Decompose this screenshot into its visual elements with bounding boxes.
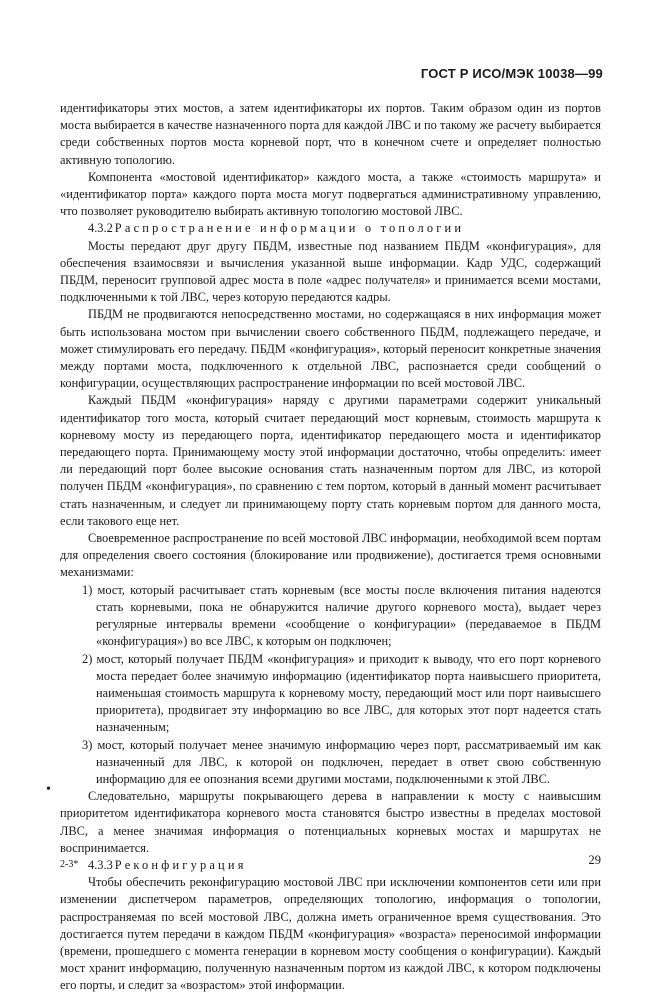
document-body xyxy=(60,100,601,995)
list-item: 2) мост, который получает ПБДМ «конфигурация» и приходит к выводу, что его порт корневого моста передает более значимую информацию (идентификатор порта наивысшего приоритета, наименьшая стоимость маршрута к корневому мосту, передающий мост или порт наивысшего приоритета), продвигает эту информацию во все ЛВС, для которых этот порт надеется стать назначенным; xyxy=(82,651,601,735)
section-heading-4-3-3 xyxy=(60,857,601,874)
paragraph: идентификаторы этих мостов, а затем идентификаторы их портов. Таким образом один из портов моста выбирается в качестве назначенного порта для каждой ЛВС и по такому же расчету выбирается среди собственных портов моста корневой порт, что в конечном счете и определяет полностью активную топологию. xyxy=(60,101,601,167)
section-number: 4.3.3 xyxy=(88,857,113,872)
section-title: Реконфигурация xyxy=(114,857,247,872)
paragraph: Чтобы обеспечить реконфигурацию мостовой ЛВС при исключении компонентов сети или при изменении диспетчером параметров, определяющих топологию, информация о топологии, распространяемая по всей мостовой ЛВС, должна иметь ограниченное время существования. Это достигается путем передачи в каждом ПБДМ «конфигурация» «возраста» переносимой информации (времени, прошедшего с момента генерации в корневом мосту сообщения о конфигурации). Каждый мост хранит информацию, полученную назначенным портом из каждой ЛВС, к котором подключены его порты, и следит за «возрастом» этой информации. xyxy=(60,875,601,993)
paragraph: Своевременное распространение по всей мостовой ЛВС информации, необходимой всем портам для определения своего состояния (блокирование или продвижение), достигается тремя основными механизмами: xyxy=(60,531,601,580)
section-heading-4-3-2 xyxy=(60,220,601,237)
section-title: Распространение информации о топологии xyxy=(114,221,465,236)
section-number: 4.3.2 xyxy=(88,221,113,236)
paragraph: Компонента «мостовой идентификатор» каждого моста, а также «стоимость маршрута» и «идентификатор порта» каждого порта моста могут подвергаться административному управлению, что позволяет руководителю выбирать активную топологию мостовой ЛВС. xyxy=(60,169,601,219)
paragraph: Каждый ПБДМ «конфигурация» наряду с другими параметрами содержит уникальный идентификатор того моста, который считает передающий мост корневым, стоимость маршрута к корневому мосту из передающего порта, идентификатор передающего моста и идентификатор передающего порта. Принимающему мосту этой информации достаточно, чтобы определить: имеет ли передающий порт более высокие основания стать назначенным портом для ЛВС, из которой получен ПБДМ «конфигурация», по сравнению с тем портом, который в данный момент расчитывает стать назначенным, и следует ли принимающему порту стать корневым портом для данного моста, если такового еще нет. xyxy=(60,393,601,528)
list-item: 3) мост, который получает менее значимую информацию через порт, рассматриваемый им как назначенный для ЛВС, к которой он подключен, передает в ответ свою собственную информацию для ее опознания всеми другими мостами, подключенными к этой ЛВС. xyxy=(82,737,601,786)
paragraph: Мосты передают друг другу ПБДМ, известные под названием ПБДМ «конфигурация», для обеспечения взаимосвязи и вычисления указанной выше информации. Кадр УДС, содержащий ПБДМ, переносит групповой адрес моста в поле «адрес получателя» и принимается всеми мостами, подключенными к той ЛВС, через которую передаются кадры. xyxy=(60,238,601,305)
paragraph: Следовательно, маршруты покрывающего дерева в направлении к мосту с наивысшим приоритетом идентификатора корневого моста становятся быстро известны в пределах мостовой ЛВС, а менее значимая информация о потенциальных корневых мостах и маршрутах не воспринимается. xyxy=(60,789,601,855)
paragraph: ПБДМ не продвигаются непосредственно мостами, но содержащаяся в них информация может быть использована мостом при вычислении своего собственного ПБДМ, подлежащего передаче, и может стимулировать его передачу. ПБДМ «конфигурация», который переносит конкретные значения между портами моста, подключенного к отдельной ЛВС, распознается среди сообщений о конфигурации, осуществляющих распространение информации по всей мостовой ЛВС. xyxy=(60,307,601,391)
list-item: 1) мост, который расчитывает стать корневым (все мосты после включения питания надеются стать корневыми, пока не обнаружится наличие другого корневого моста), выдает через регулярные интервалы времени «сообщение о конфигурации» (передаваемое в ПБДМ «конфигурация») во все ЛВС, к которым он подключен; xyxy=(82,582,601,649)
margin-mark: • xyxy=(46,782,51,797)
signature-mark: 2-3* xyxy=(60,859,79,870)
document-header: ГОСТ Р ИСО/МЭК 10038—99 xyxy=(420,66,603,81)
page-number: 29 xyxy=(588,853,601,867)
